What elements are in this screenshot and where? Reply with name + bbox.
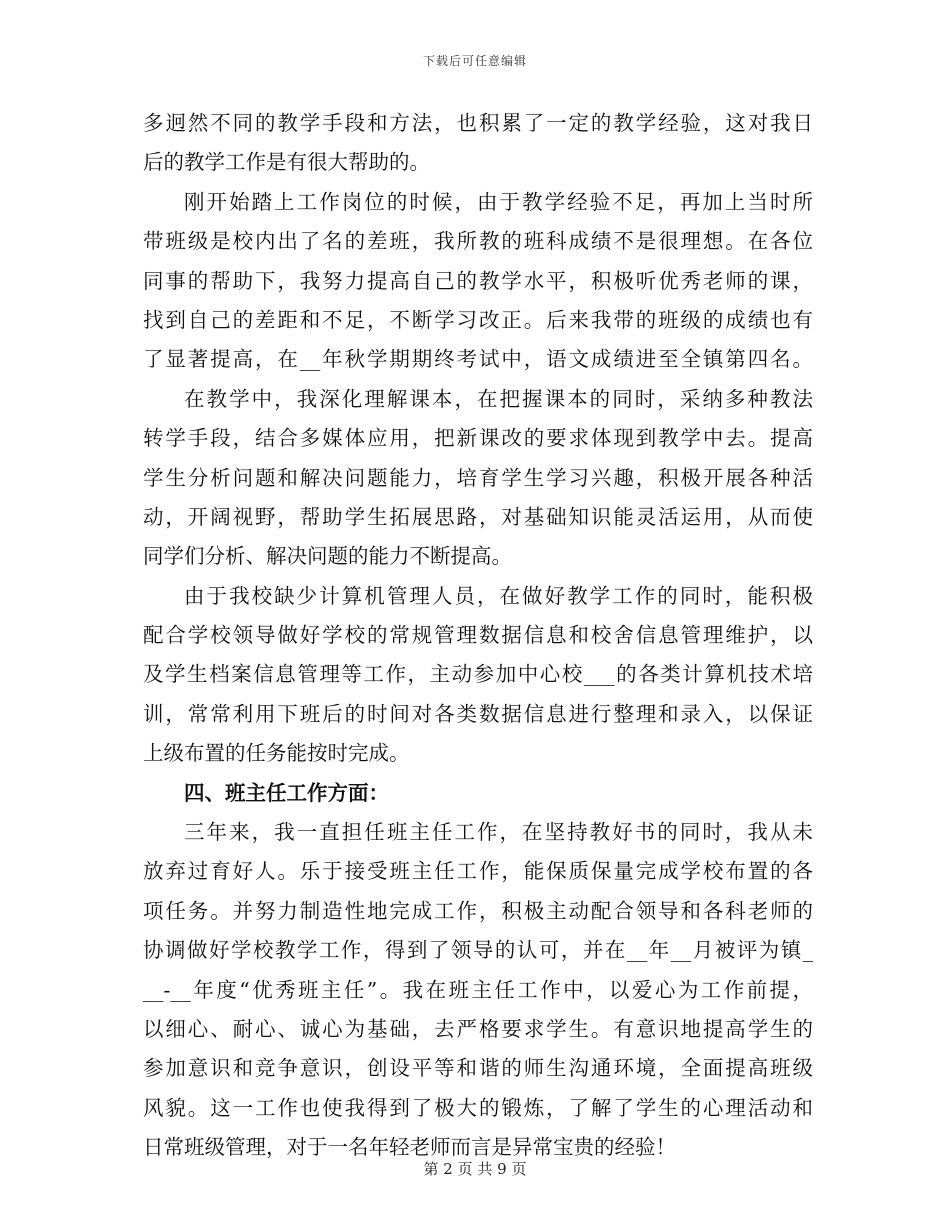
body-line: 由于我校缺少计算机管理人员，在做好教学工作的同时，能积极 — [184, 583, 813, 608]
body-line: 多迥然不同的教学手段和方法，也积累了一定的教学经验，这对我日 — [143, 111, 813, 135]
body-line: 了显著提高，在__年秋学期期终考试中，语文成绩进至全镇第四名。 — [143, 347, 813, 372]
body-line: 在教学中，我深化理解课本，在把握课本的同时，采纳多种教法 — [184, 386, 813, 411]
body-line: 后的教学工作是有很大帮助的。 — [143, 150, 430, 175]
body-line: 上级布置的任务能按时完成。 — [143, 741, 410, 766]
body-line: 刚开始踏上工作岗位的时候，由于教学经验不足，再加上当时所 — [184, 189, 813, 214]
page-header: 下载后可任意编辑 — [422, 54, 527, 68]
document-body — [143, 104, 813, 1168]
page-footer: 第 2 页 共 9 页 — [423, 1160, 527, 1178]
body-line: 放弃过育好人。乐于接受班主任工作，能保质保量完成学校布置的各 — [143, 859, 813, 884]
body-line: 三年来，我一直担任班主任工作，在坚持教好书的同时，我从未 — [184, 820, 813, 845]
body-line: 带班级是校内出了名的差班，我所教的班科成绩不是很理想。在各位 — [143, 229, 813, 254]
body-line: __-__年度“优秀班主任”。我在班主任工作中，以爱心为工作前提， — [143, 977, 813, 1002]
body-line: 转学手段，结合多媒体应用，把新课改的要求体现到教学中去。提高 — [143, 426, 813, 451]
body-line: 训，常常利用下班后的时间对各类数据信息进行整理和录入，以保证 — [143, 701, 813, 726]
body-line: 同学们分析、解决问题的能力不断提高。 — [143, 544, 512, 569]
body-line: 日常班级管理，对于一名年轻老师而言是异常宝贵的经验！ — [143, 1135, 676, 1160]
body-line: 动，开阔视野，帮助学生拓展思路，对基础知识能灵活运用，从而使 — [143, 504, 813, 529]
body-line: 参加意识和竞争意识，创设平等和谐的师生沟通环境，全面提高班级 — [143, 1056, 813, 1081]
body-line: 风貌。这一工作也使我得到了极大的锻炼，了解了学生的心理活动和 — [143, 1095, 813, 1120]
body-line: 学生分析问题和解决问题能力，培育学生学习兴趣，积极开展各种活 — [143, 465, 813, 490]
body-line: 以细心、耐心、诚心为基础，去严格要求学生。有意识地提高学生的 — [143, 1016, 813, 1041]
body-line: 协调做好学校教学工作，得到了领导的认可，并在__年__月被评为镇_ — [143, 938, 813, 963]
body-line: 找到自己的差距和不足，不断学习改正。后来我带的班级的成绩也有 — [143, 307, 813, 332]
body-line: 及学生档案信息管理等工作，主动参加中心校___的各类计算机技术培 — [143, 662, 813, 687]
body-line: 配合学校领导做好学校的常规管理数据信息和校舍信息管理维护，以 — [143, 623, 813, 648]
body-line: 同事的帮助下，我努力提高自己的教学水平，积极听优秀老师的课， — [143, 268, 813, 293]
body-line: 项任务。并努力制造性地完成工作，积极主动配合领导和各科老师的 — [143, 898, 813, 923]
section-heading: 四、班主任工作方面： — [184, 780, 389, 805]
